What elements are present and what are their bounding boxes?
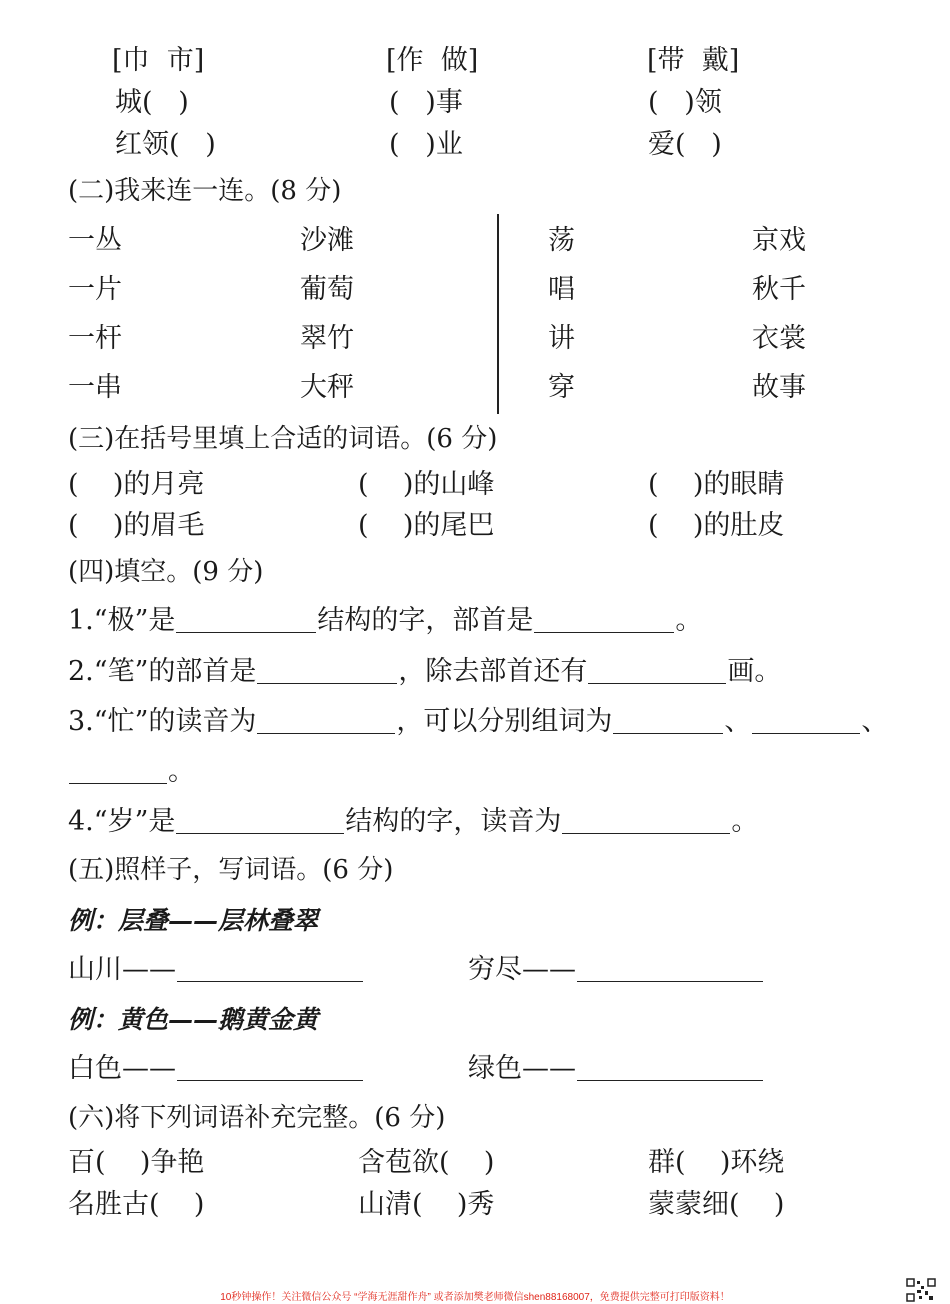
idiom-item: 蒙蒙细( ) [648,1189,785,1220]
word-prompt: 山川—— [68,954,176,985]
word-question [68,1052,364,1086]
example-1: 例：层叠——层林叠翠 [68,906,319,935]
q3-text-e: 。 [168,756,195,787]
group-header-jin-shi: [巾 市] [112,45,205,76]
fill-item: 爱( ) [648,129,722,160]
qr-code-icon [906,1278,936,1302]
question-3-continued [68,755,195,789]
fill-phrase: ( )的眼睛 [648,469,785,500]
question-1 [68,604,702,638]
answer-blank[interactable] [562,807,730,834]
match-left-b: 大秤 [300,372,354,403]
idiom-item: 群( )环绕 [648,1147,785,1178]
group-header-zuo-zuo: [作 做] [386,45,479,76]
answer-blank[interactable] [177,955,363,982]
word-prompt: 绿色—— [468,1053,576,1084]
question-2 [68,655,781,689]
q2-text-b: ，除去部首还有 [398,656,588,687]
q3-text-c: 、 [724,706,752,737]
group-header-dai-dai: [带 戴] [647,45,740,76]
example-2: 例：黄色——鹅黄金黄 [68,1005,319,1034]
section-title-5: (五)照样子，写词语。(6 分) [68,855,394,885]
fill-item: ( )业 [389,129,463,160]
idiom-item: 名胜古( ) [68,1189,205,1220]
q1-text-a: 1.“极”是 [68,605,176,636]
fill-item: ( )领 [648,87,722,118]
answer-blank[interactable] [577,1054,763,1081]
footer-promo: 10秒钟操作！关注微信公众号 “学海无涯甜作舟” 或者添加樊老师微信shen88168007，免费提供完整可打印版资料！ [220,1292,730,1303]
match-right-a: 唱 [548,274,575,305]
fill-phrase: ( )的月亮 [68,469,205,500]
match-left-b: 翠竹 [300,323,354,354]
match-right-b: 秋千 [752,274,806,305]
column-divider [497,214,499,414]
answer-blank[interactable] [176,807,344,834]
word-question [468,1052,764,1086]
word-prompt: 穷尽—— [468,954,576,985]
answer-blank[interactable] [534,606,674,633]
match-right-b: 京戏 [752,225,806,256]
match-left-a: 一杆 [68,323,122,354]
word-question [468,953,764,987]
idiom-item: 山清( )秀 [358,1189,495,1220]
section-title-3: (三)在括号里填上合适的词语。(6 分) [68,424,498,454]
question-4 [68,805,758,839]
q1-text-b: 结构的字，部首是 [317,605,534,636]
fill-phrase: ( )的山峰 [358,469,495,500]
match-right-a: 荡 [548,225,575,256]
match-left-b: 沙滩 [300,225,354,256]
answer-blank[interactable] [257,707,395,734]
q4-text-b: 结构的字，读音为 [345,806,562,837]
question-3 [68,705,888,739]
q3-text-d: 、 [861,706,889,737]
answer-blank[interactable] [177,1054,363,1081]
match-left-a: 一片 [68,274,122,305]
answer-blank[interactable] [752,707,860,734]
answer-blank[interactable] [257,657,397,684]
fill-phrase: ( )的眉毛 [68,510,205,541]
answer-blank[interactable] [613,707,723,734]
q3-text-b: ，可以分别组词为 [396,706,613,737]
fill-item: 红领( ) [115,129,216,160]
fill-item: 城( ) [115,87,189,118]
answer-blank[interactable] [577,955,763,982]
q4-text-c: 。 [731,806,759,837]
fill-item: ( )事 [389,87,463,118]
q3-text-a: 3.“忙”的读音为 [68,706,257,737]
match-left-a: 一串 [68,372,122,403]
match-left-b: 葡萄 [300,274,354,305]
q2-text-a: 2.“笔”的部首是 [68,656,257,687]
section-title-6: (六)将下列词语补充完整。(6 分) [68,1103,446,1133]
match-left-a: 一丛 [68,225,122,256]
answer-blank[interactable] [176,606,316,633]
q2-text-c: 画。 [727,656,782,687]
idiom-item: 含苞欲( ) [358,1147,495,1178]
section-title-4: (四)填空。(9 分) [68,557,264,587]
match-right-b: 衣裳 [752,323,806,354]
word-question [68,953,364,987]
idiom-item: 百( )争艳 [68,1147,205,1178]
match-right-a: 讲 [548,323,575,354]
fill-phrase: ( )的尾巴 [358,510,495,541]
match-right-b: 故事 [752,372,806,403]
q1-text-c: 。 [675,605,703,636]
q4-text-a: 4.“岁”是 [68,806,176,837]
answer-blank[interactable] [69,757,167,784]
section-title-2: (二)我来连一连。(8 分) [68,176,342,206]
fill-phrase: ( )的肚皮 [648,510,785,541]
match-right-a: 穿 [548,372,575,403]
answer-blank[interactable] [588,657,726,684]
word-prompt: 白色—— [68,1053,176,1084]
